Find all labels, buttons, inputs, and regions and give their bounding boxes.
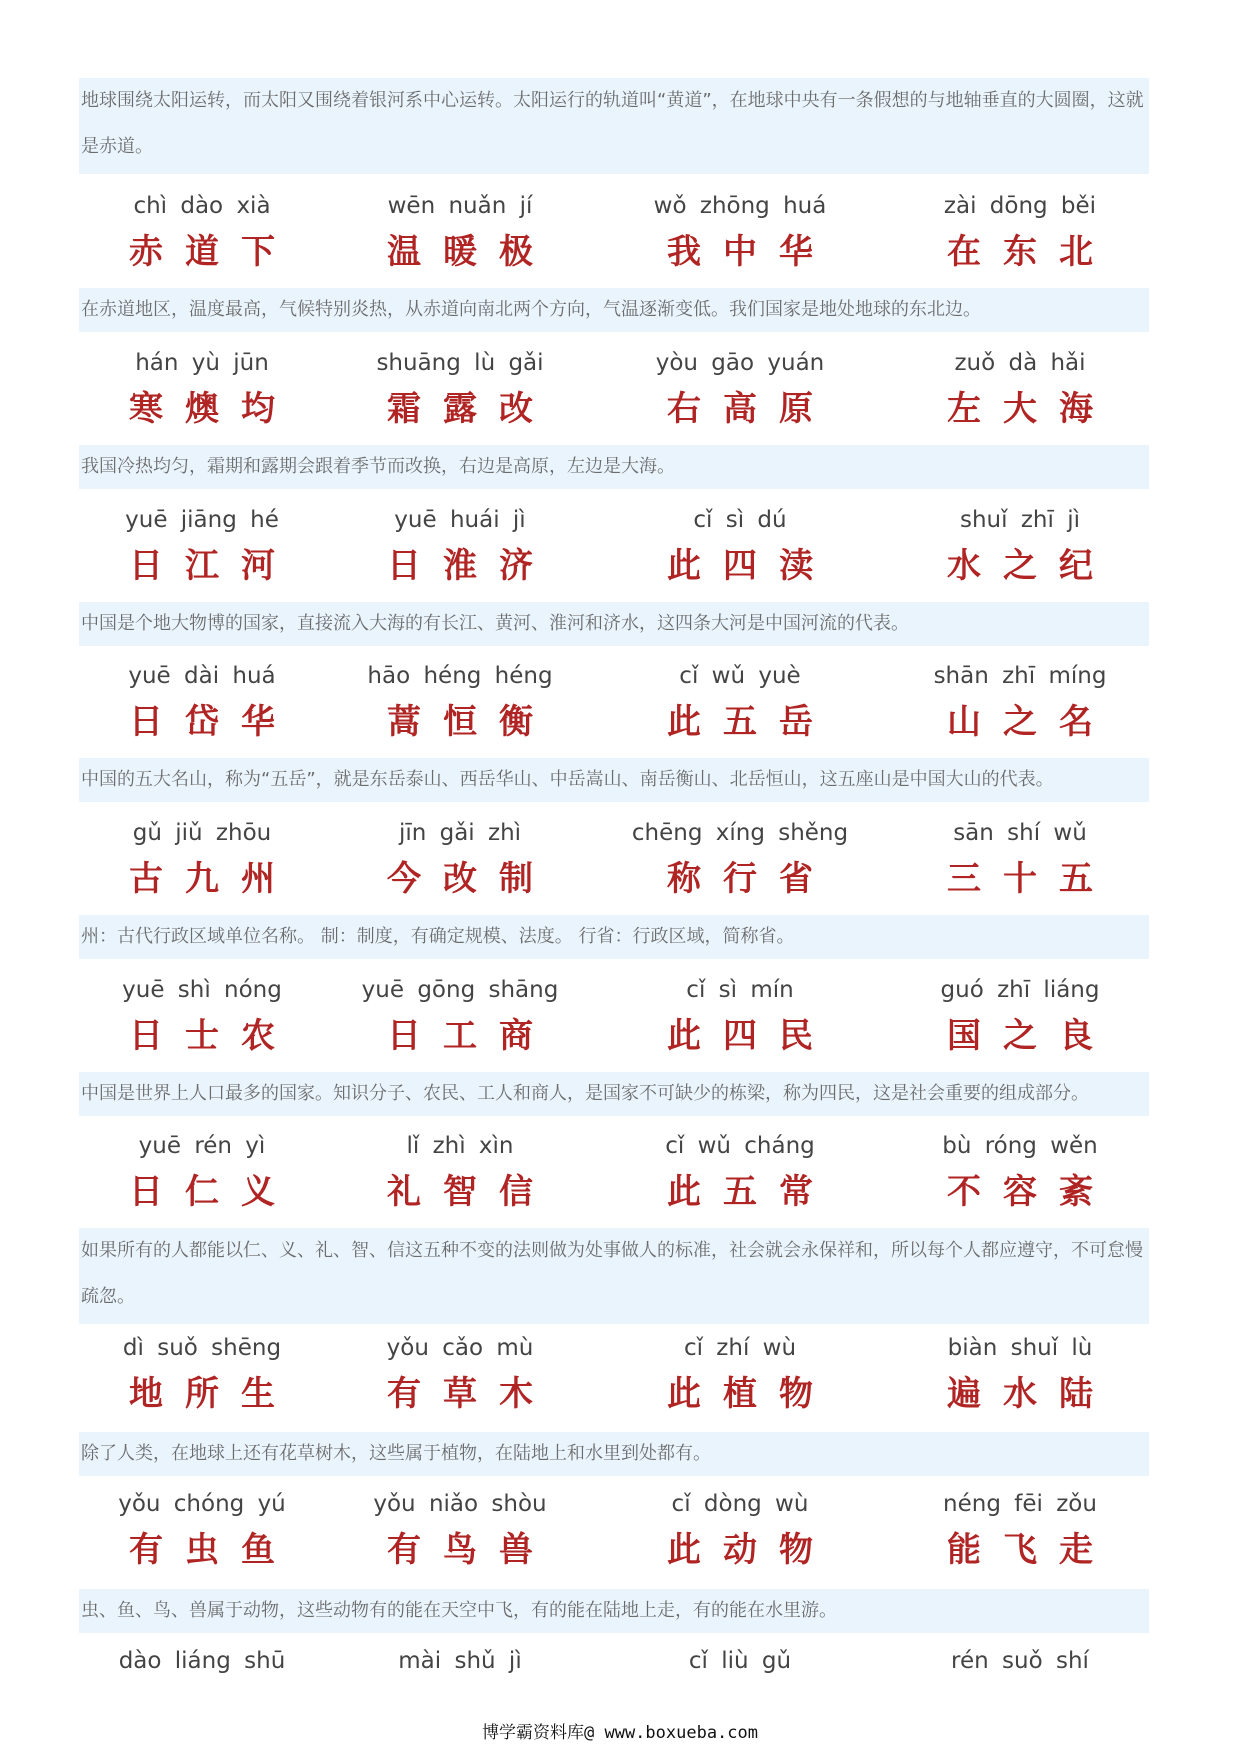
verse-group [610, 1328, 870, 1420]
hanzi-text: 有草木 [387, 1374, 555, 1414]
verse-group [610, 343, 870, 435]
verse-group [72, 500, 332, 592]
verse-group [890, 1328, 1150, 1420]
verse-group [890, 343, 1150, 435]
pinyin-text: chēng xíng shěng [631, 820, 849, 846]
pinyin-text: cǐ sì mín [686, 977, 794, 1003]
pinyin-text: yǒu chóng yú [118, 1491, 286, 1517]
verse-group [610, 500, 870, 592]
pinyin-text: cǐ liù gǔ [688, 1648, 792, 1674]
hanzi-text: 此动物 [667, 1530, 835, 1570]
explanation-note: 如果所有的人都能以仁、义、礼、智、信这五种不变的法则做为处事做人的标准，社会就会永保祥和，所以每个人都应遵守，不可怠慢疏忽。 [79, 1228, 1149, 1324]
explanation-note: 中国是个地大物博的国家，直接流入大海的有长江、黄河、淮河和济水，这四条大河是中国河流的代表。 [79, 602, 1149, 646]
pinyin-text: shuāng lù gǎi [376, 350, 544, 376]
explanation-note: 在赤道地区，温度最高，气候特别炎热，从赤道向南北两个方向，气温逐渐变低。我们国家是地处地球的东北边。 [79, 288, 1149, 332]
hanzi-text: 山之名 [947, 702, 1115, 742]
verse-group [330, 1484, 590, 1576]
verse-group [72, 343, 332, 435]
hanzi-text: 能飞走 [947, 1530, 1115, 1570]
verse-group [890, 813, 1150, 905]
verse-group [72, 1328, 332, 1420]
explanation-note: 我国冷热均匀，霜期和露期会跟着季节而改换，右边是高原，左边是大海。 [79, 445, 1149, 489]
pinyin-text: cǐ wǔ cháng [665, 1133, 815, 1159]
verse-group [330, 1641, 590, 1681]
verse-group [610, 1126, 870, 1218]
hanzi-text: 日工商 [387, 1016, 555, 1056]
hanzi-text: 此植物 [667, 1374, 835, 1414]
hanzi-text: 此四渎 [667, 546, 835, 586]
pinyin-text: cǐ zhí wù [683, 1335, 797, 1361]
verse-group [72, 1126, 332, 1218]
hanzi-text: 古九州 [129, 859, 297, 899]
pinyin-text: shān zhī míng [933, 663, 1107, 689]
hanzi-text: 蒿恒衡 [387, 702, 555, 742]
explanation-note: 除了人类，在地球上还有花草树木，这些属于植物，在陆地上和水里到处都有。 [79, 1432, 1149, 1476]
explanation-note: 州：古代行政区域单位名称。 制：制度，有确定规模、法度。 行省：行政区域，简称省。 [79, 915, 1149, 959]
hanzi-text: 日淮济 [387, 546, 555, 586]
pinyin-text: yuē dài huá [128, 663, 276, 689]
pinyin-text: yǒu niǎo shòu [373, 1491, 547, 1517]
explanation-note: 虫、鱼、鸟、兽属于动物，这些动物有的能在天空中飞，有的能在陆地上走，有的能在水里游。 [79, 1589, 1149, 1633]
pinyin-text: mài shǔ jì [398, 1648, 522, 1674]
hanzi-text: 有虫鱼 [129, 1530, 297, 1570]
pinyin-text: wǒ zhōng huá [653, 193, 827, 219]
pinyin-text: yuē huái jì [394, 507, 526, 533]
verse-group [330, 813, 590, 905]
hanzi-text: 左大海 [947, 389, 1115, 429]
pinyin-text: bù róng wěn [942, 1133, 1098, 1159]
hanzi-text: 不容紊 [947, 1172, 1115, 1212]
hanzi-text: 温暖极 [387, 232, 555, 272]
verse-group [890, 500, 1150, 592]
verse-group [330, 343, 590, 435]
pinyin-text: gǔ jiǔ zhōu [132, 820, 272, 846]
hanzi-text: 国之良 [947, 1016, 1115, 1056]
verse-group [330, 500, 590, 592]
hanzi-text: 有鸟兽 [387, 1530, 555, 1570]
verse-group [610, 813, 870, 905]
hanzi-text: 霜露改 [387, 389, 555, 429]
pinyin-text: yǒu cǎo mù [386, 1335, 534, 1361]
hanzi-text: 日仁义 [129, 1172, 297, 1212]
pinyin-text: yòu gāo yuán [655, 350, 825, 376]
explanation-note: 中国的五大名山，称为“五岳”，就是东岳泰山、西岳华山、中岳嵩山、南岳衡山、北岳恒山，这五座山是中国大山的代表。 [79, 758, 1149, 802]
hanzi-text: 遍水陆 [947, 1374, 1115, 1414]
verse-group [72, 813, 332, 905]
hanzi-text: 寒燠均 [129, 389, 297, 429]
pinyin-text: hāo héng héng [367, 663, 553, 689]
hanzi-text: 此四民 [667, 1016, 835, 1056]
hanzi-text: 日江河 [129, 546, 297, 586]
pinyin-text: yuē rén yì [138, 1133, 266, 1159]
hanzi-text: 称行省 [667, 859, 835, 899]
hanzi-text: 赤道下 [129, 232, 297, 272]
pinyin-text: cǐ sì dú [693, 507, 787, 533]
hanzi-text: 三十五 [947, 859, 1115, 899]
pinyin-text: rén suǒ shí [951, 1648, 1089, 1674]
pinyin-text: sān shí wǔ [953, 820, 1087, 846]
verse-group [330, 1126, 590, 1218]
pinyin-text: zài dōng běi [943, 193, 1097, 219]
pinyin-text: yuē jiāng hé [125, 507, 279, 533]
hanzi-text: 水之纪 [947, 546, 1115, 586]
hanzi-text: 我中华 [667, 232, 835, 272]
verse-group [72, 1484, 332, 1576]
verse-group [890, 1126, 1150, 1218]
verse-group [330, 186, 590, 278]
verse-group [610, 970, 870, 1062]
verse-group [890, 1484, 1150, 1576]
hanzi-text: 日士农 [129, 1016, 297, 1056]
verse-group [72, 1641, 332, 1681]
pinyin-text: cǐ dòng wù [671, 1491, 809, 1517]
footer-watermark: 博学霸资料库@ www.boxueba.com [482, 1723, 758, 1743]
pinyin-text: hán yù jūn [135, 350, 269, 376]
pinyin-text: yuē shì nóng [122, 977, 282, 1003]
verse-group [610, 1641, 870, 1681]
verse-group [610, 656, 870, 748]
hanzi-text: 右高原 [667, 389, 835, 429]
hanzi-text: 日岱华 [129, 702, 297, 742]
pinyin-text: biàn shuǐ lù [947, 1335, 1093, 1361]
verse-group [610, 1484, 870, 1576]
verse-group [72, 656, 332, 748]
verse-group [610, 186, 870, 278]
pinyin-text: guó zhī liáng [940, 977, 1100, 1003]
verse-group [330, 656, 590, 748]
pinyin-text: chì dào xià [133, 193, 271, 219]
pinyin-text: wēn nuǎn jí [387, 193, 533, 219]
pinyin-text: jīn gǎi zhì [398, 820, 522, 846]
verse-group [890, 186, 1150, 278]
pinyin-text: zuǒ dà hǎi [954, 350, 1086, 376]
pinyin-text: néng fēi zǒu [943, 1491, 1097, 1517]
verse-group [330, 970, 590, 1062]
verse-group [890, 970, 1150, 1062]
verse-group [890, 656, 1150, 748]
explanation-note: 中国是世界上人口最多的国家。知识分子、农民、工人和商人，是国家不可缺少的栋梁，称为四民，这是社会重要的组成部分。 [79, 1072, 1149, 1116]
pinyin-text: lǐ zhì xìn [406, 1133, 514, 1159]
hanzi-text: 在东北 [947, 232, 1115, 272]
pinyin-text: yuē gōng shāng [361, 977, 559, 1003]
pinyin-text: cǐ wǔ yuè [679, 663, 801, 689]
explanation-note: 地球围绕太阳运转，而太阳又围绕着银河系中心运转。太阳运行的轨道叫“黄道”，在地球中央有一条假想的与地轴垂直的大圆圈，这就是赤道。 [79, 78, 1149, 174]
pinyin-text: dào liáng shū [118, 1648, 286, 1674]
hanzi-text: 地所生 [129, 1374, 297, 1414]
verse-group [330, 1328, 590, 1420]
hanzi-text: 此五常 [667, 1172, 835, 1212]
verse-group [72, 186, 332, 278]
verse-group [72, 970, 332, 1062]
hanzi-text: 此五岳 [667, 702, 835, 742]
pinyin-text: shuǐ zhī jì [960, 507, 1080, 533]
hanzi-text: 今改制 [387, 859, 555, 899]
pinyin-text: dì suǒ shēng [122, 1335, 282, 1361]
hanzi-text: 礼智信 [387, 1172, 555, 1212]
verse-group [890, 1641, 1150, 1681]
